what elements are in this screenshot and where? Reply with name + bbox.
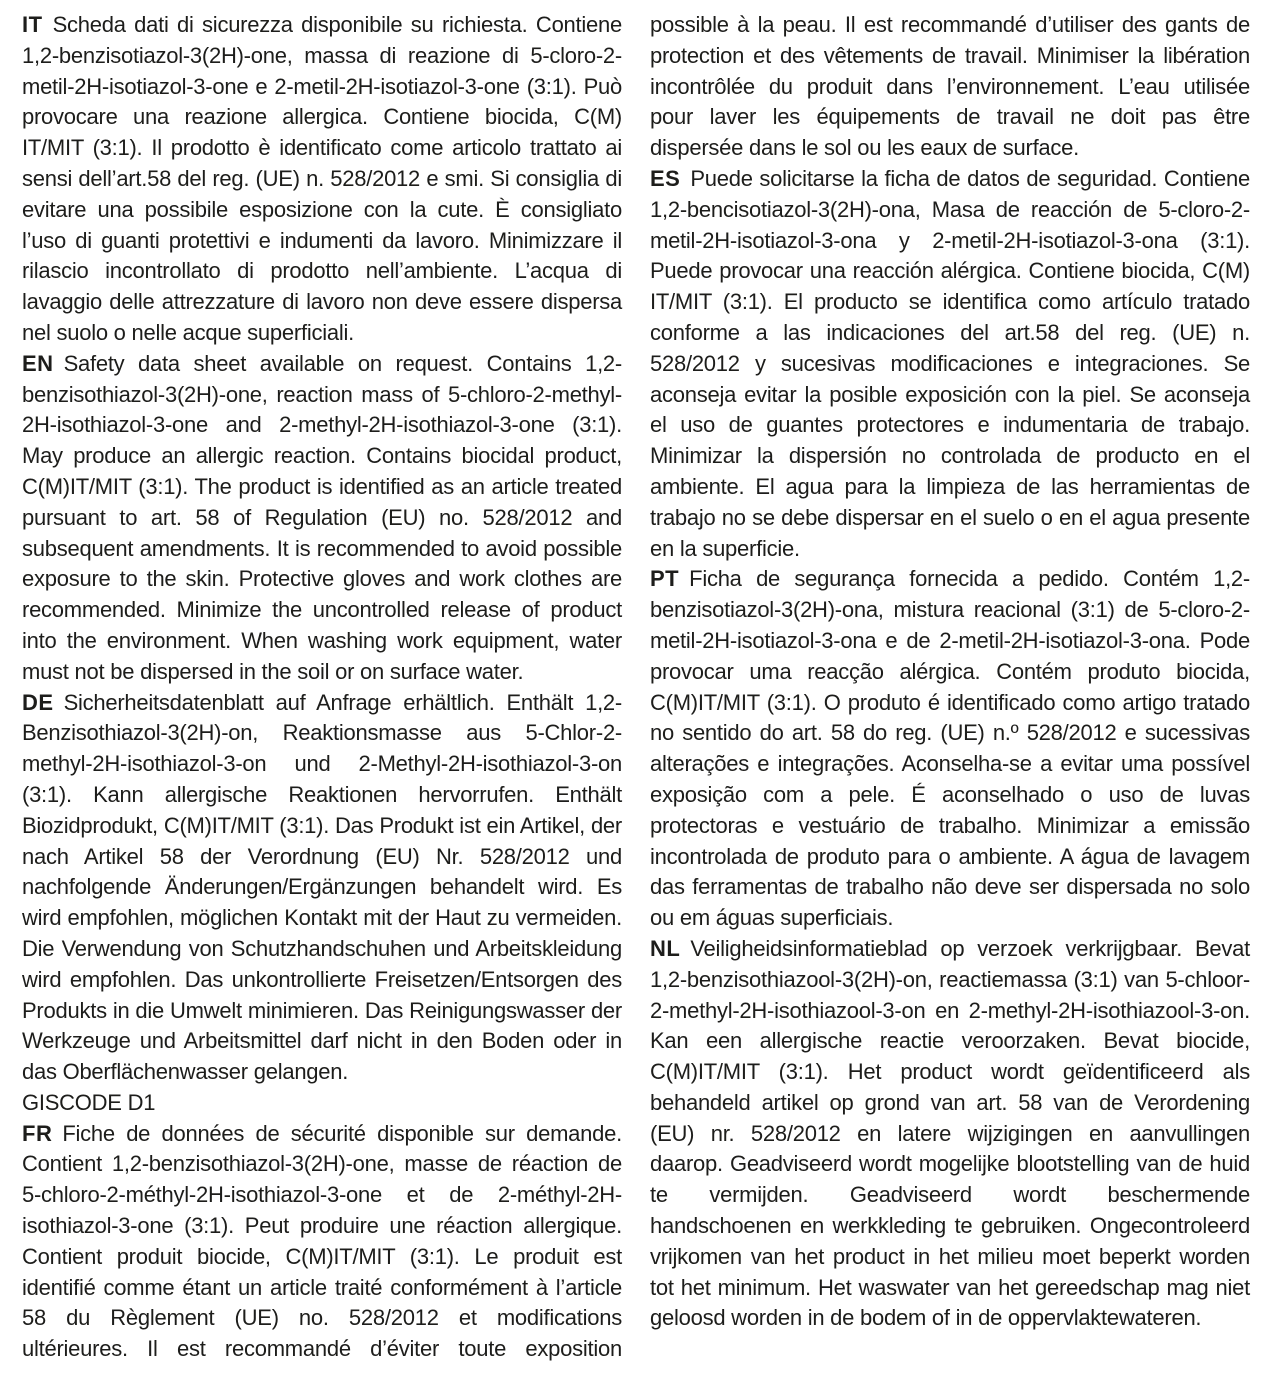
language-code-fr: FR (22, 1120, 53, 1146)
language-code-de: DE (22, 689, 54, 715)
section-es (650, 164, 1250, 564)
section-it-text: Scheda dati di sicurezza disponibile su richiesta. Contiene 1,2-benzisotiazol-3(2H)-one, massa di reazione di 5-cloro-2-metil-2H-isotiazol-3-one e 2-metil-2H-isotiazol-3-one (3:1). Può provocare una reazione allergica. Contiene biocida, C(M) IT/MIT (3:1). Il prodotto è identificato come articolo trattato ai sensi dell’art.58 del reg. (UE) n. 528/2012 e smi. Si consiglia di evitare una possibile esposizione con la cute. È consigliato l’uso di guanti protettivi e indumenti da lavoro. Minimizzare il rilascio incontrollato di prodotto nell’ambiente. L’acqua di lavaggio delle attrezzature di lavoro non deve essere dispersa nel suolo o nelle acque superficiali. (22, 12, 622, 345)
language-code-it: IT (22, 12, 43, 37)
section-nl-text: Veiligheidsinformatieblad op verzoek verkrijgbaar. Bevat 1,2-benzisothiazool-3(2H)-on, reactiemassa (3:1) van 5-chloor-2-methyl-2H-isothiazool-3-on en 2-methyl-2H-isothiazool-3-on. Kan een allergische reactie veroorzaken. Bevat biocide, C(M)IT/MIT (3:1). Het product wordt geïdentificeerd als behandeld artikel op grond van art. 58 van de Verordening (EU) nr. 528/2012 en latere wijzigingen en aanvullingen daarop. Geadviseerd wordt mogelijke blootstelling van de huid te vermijden. Geadviseerd wordt beschermende handschoenen en werkkleding te gebruiken. Ongecontroleerd vrijkomen van het product in het milieu moet beperkt worden tot het minimum. Het waswater van het gereedschap mag niet geloosd worden in de bodem of in de oppervlaktewateren. (650, 935, 1250, 1331)
section-pt-text: Ficha de segurança fornecida a pedido. Contém 1,2-benzisotiazol-3(2H)-ona, mistura reacional (3:1) de 5-cloro-2-metil-2H-isotiazol-3-ona e de 2-metil-2H-isotiazol-3-ona. Pode provocar uma reacção alérgica. Contém produto biocida, C(M)IT/MIT (3:1). O produto é identificado como artigo tratado no sentido do art. 58 do reg. (UE) n.º 528/2012 e sucessivas alterações e integrações. Aconselha-se a evitar uma possível exposição com a pele. É aconselhado o uso de luvas protectoras e vestuário de trabalho. Minimizar a emissão incontrolada de produto para o ambiente. A água de lavagem das ferramentas de trabalho não deve ser dispersada no solo ou em águas superficiais. (650, 566, 1250, 931)
section-en (22, 349, 622, 688)
safety-label-text (22, 10, 1250, 1380)
section-es-text: Puede solicitarse la ficha de datos de seguridad. Contiene 1,2-bencisotiazol-3(2H)-ona, Masa de reacción de 5-cloro-2-metil-2H-isotiazol-3-ona y 2-metil-2H-isotiazol-3-ona (3:1). Puede provocar una reacción alérgica. Contiene biocida, C(M) IT/MIT (3:1). El producto se identifica como artículo tratado conforme a las indicaciones del art.58 del reg. (UE) n. 528/2012 y sucesivas modificaciones e integraciones. Se aconseja evitar la posible exposición con la piel. Se aconseja el uso de guantes protectores e indumentaria de trabajo. Minimizar la dispersión no controlada de producto en el ambiente. El agua para la limpieza de las herramientas de trabajo no se debe dispersar en el suelo o en el agua presente en la superficie. (650, 165, 1250, 561)
language-code-es: ES (650, 165, 681, 191)
language-code-pt: PT (650, 566, 680, 592)
section-de (22, 688, 622, 1119)
section-de-text: Sicherheitsdatenblatt auf Anfrage erhältlich. Enthält 1,2-Benzisothiazol-3(2H)-on, Reaktionsmasse aus 5-Chlor-2-methyl-2H-isothiazol-3-on und 2-Methyl-2H-isothiazol-3-on (3:1). Kann allergische Reaktionen hervorrufen. Enthält Biozidprodukt, C(M)IT/MIT (3:1). Das Produkt ist ein Artikel, der nach Artikel 58 der Verordnung (EU) Nr. 528/2012 und nachfolgende Änderungen/Ergänzungen behandelt wird. Es wird empfohlen, möglichen Kontakt mit der Haut zu vermeiden. Die Verwendung von Schutzhandschuhen und Arbeitskleidung wird empfohlen. Das unkontrollierte Freisetzen/Entsorgen des Produkts in die Umwelt minimieren. Das Reinigungswasser der Werkzeuge und Arbeitsmittel darf nicht in den Boden oder in das Oberflächenwasser gelangen. (22, 689, 622, 1085)
language-code-en: EN (22, 350, 54, 376)
language-code-nl: NL (650, 935, 681, 961)
section-it (22, 10, 622, 349)
giscode: GISCODE D1 (22, 1089, 156, 1115)
section-en-text: Safety data sheet available on request. Contains 1,2-benzisothiazol-3(2H)-one, reaction mass of 5-chloro-2-methyl-2H-isothiazol-3-one and 2-methyl-2H-isothiazol-3-one (3:1). May produce an allergic reaction. Contains biocidal product, C(M)IT/MIT (3:1). The product is identified as an article treated pursuant to art. 58 of Regulation (EU) no. 528/2012 and subsequent amendments. It is recommended to avoid possible exposure to the skin. Protective gloves and work clothes are recommended. Minimize the uncontrolled release of product into the environment. When washing work equipment, water must not be dispersed in the soil or on surface water. (22, 350, 622, 684)
section-nl (650, 934, 1250, 1334)
section-pt (650, 564, 1250, 934)
text-flow (22, 10, 1250, 1380)
section-fr-text: Fiche de données de sécurité disponible sur demande. Contient 1,2-benzisothiazol-3(2H)-one, masse de réaction de 5-chloro-2-méthyl-2H-isothiazol-3-one et de 2-méthyl-2H-isothiazol-3-one (3:1). Peut produire une réaction allergique. Contient produit biocide, C(M)IT/MIT (3:1). Le produit est identifié comme étant un article traité conformément à l’article 58 du Règlement (UE) no. 528/2012 et modifications ultérieures. Il est recommandé d’éviter toute exposition possible à la peau. Il est recommandé d’utiliser des gants de protection et des vêtements de travail. Minimiser la libération incontrôlée du produit dans l’environnement. L’eau utilisée pour laver les équipements de travail ne doit pas être dispersée dans le sol ou les eaux de surface. (22, 12, 1250, 1362)
